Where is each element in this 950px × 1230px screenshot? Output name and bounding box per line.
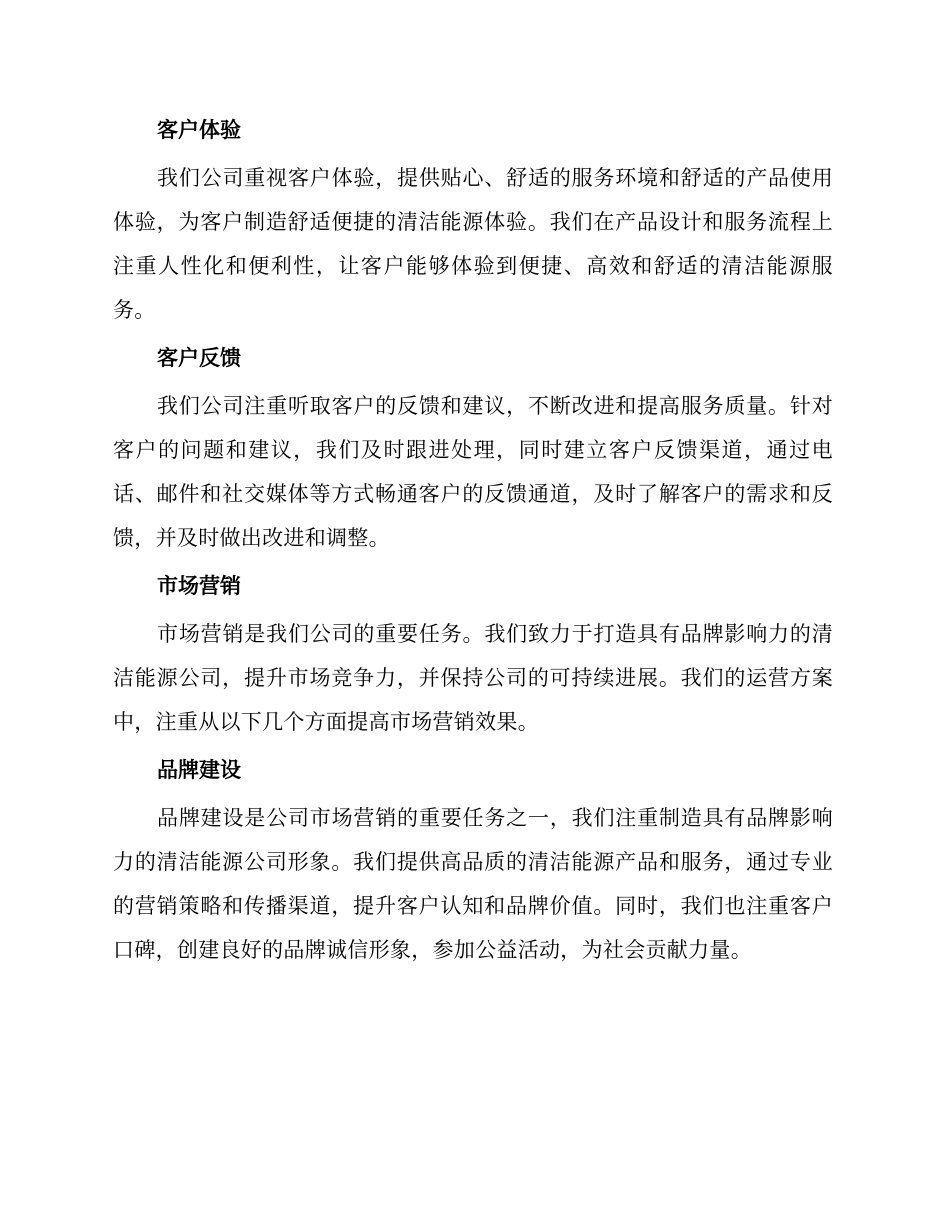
section-paragraph: 品牌建设是公司市场营销的重要任务之一，我们注重制造具有品牌影响力的清洁能源公司形象。我们提供高品质的清洁能源产品和服务，通过专业的营销策略和传播渠道，提升客户认知和品牌价值。同时，我们也注重客户口碑，创建良好的品牌诚信形象，参加公益活动，为社会贡献力量。: [113, 806, 833, 962]
section-title: 客户反馈: [157, 346, 241, 370]
section-paragraph: 我们公司重视客户体验，提供贴心、舒适的服务环境和舒适的产品使用体验，为客户制造舒适便捷的清洁能源体验。我们在产品设计和服务流程上注重人性化和便利性，让客户能够体验到便捷、高效和舒适的清洁能源服务。: [113, 166, 833, 322]
document-page: [113, 108, 833, 976]
section-title: 客户体验: [157, 118, 241, 142]
section-paragraph: 我们公司注重听取客户的反馈和建议，不断改进和提高服务质量。针对客户的问题和建议，我们及时跟进处理，同时建立客户反馈渠道，通过电话、邮件和社交媒体等方式畅通客户的反馈通道，及时了解客户的需求和反馈，并及时做出改进和调整。: [113, 394, 833, 550]
section-brand-building: [113, 748, 833, 972]
section-customer-feedback: [113, 336, 833, 560]
section-title: 品牌建设: [157, 758, 241, 782]
section-marketing: [113, 564, 833, 744]
section-title: 市场营销: [157, 574, 241, 598]
section-paragraph: 市场营销是我们公司的重要任务。我们致力于打造具有品牌影响力的清洁能源公司，提升市场竞争力，并保持公司的可持续进展。我们的运营方案中，注重从以下几个方面提高市场营销效果。: [113, 622, 833, 734]
section-customer-experience: [113, 108, 833, 332]
